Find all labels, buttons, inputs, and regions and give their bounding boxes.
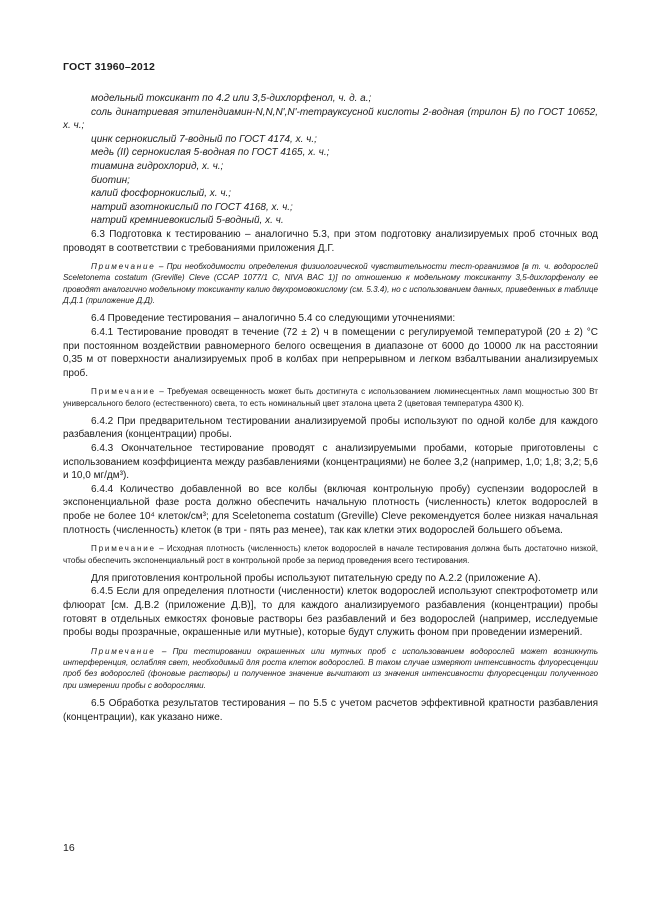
note-initial-density bbox=[63, 543, 598, 566]
section-6-4-1: 6.4.1 Тестирование проводят в течение (72 ± 2) ч в помещении с регулируемой температурой (20 ± 2) °С при постоянном воздействии равномерного белого освещения в диапазоне от 6000 до 10000 лк на расстоянии 0,35 м от поверхности анализируемых проб в колбах при непрерывном и легком взбалтывании анализируемых проб. bbox=[63, 326, 598, 379]
reagent-line: тиамина гидрохлорид, х. ч.; bbox=[91, 160, 224, 172]
section-6-5: 6.5 Обработка результатов тестирования – по 5.5 с учетом расчетов эффективной кратности разбавления (концентрации), как указано ниже. bbox=[63, 697, 598, 723]
section-6-4: 6.4 Проведение тестирования – аналогично 5.4 со следующими уточнениями: bbox=[91, 313, 456, 325]
document-body bbox=[63, 92, 598, 724]
note-label: Примечание bbox=[91, 544, 156, 554]
note-text: – При тестировании окрашенных или мутных проб с использованием водорослей может возникнуть интерференция, ослабляя свет, необходимый для роста клеток водорослей. В таком случае измеряют интенсивность флуоресценции проб без водорослей (фоновые растворы) и полученное значение вычитают из значения интенсивности флуоресценции полученного при измерении пробы с водорослями. bbox=[63, 646, 598, 690]
note-text: – При необходимости определения физиологической чувствительности тест-организмов [в т. ч. водорослей Sceletonema costatum (Greville) Cleve (CCAP 1077/1 C, NIVA BAC 1)] по отношению к модельному токсиканту 3,5-дихлорфенолу ее проводят аналогично модельному токсиканту калию двухромовокислому (см. 5.3.4), но с использованием данных, приведенных в таблице Д.Д.1 (приложение Д.Д). bbox=[63, 262, 598, 306]
note-label: Примечание bbox=[91, 262, 156, 272]
note-label: Примечание bbox=[91, 646, 156, 656]
reagent-line: соль динатриевая этилендиамин-N,N,N',N'-тетрауксусной кислоты 2-водная (трилон Б) по ГОСТ 10652, х. ч.; bbox=[63, 106, 598, 132]
section-6-4-2: 6.4.2 При предварительном тестировании анализируемой пробы используют по одной колбе для каждого разбавления (концентрации) пробы. bbox=[63, 415, 598, 441]
note-illumination bbox=[63, 386, 598, 409]
note-text: – Требуемая освещенность может быть достигнута с использованием люминесцентных ламп мощностью 300 Вт универсального белого (естественного) света, то есть номинальный цвет эталона цвета 2 (цветовая температура 4300 К). bbox=[63, 387, 598, 408]
reagent-line: модельный токсикант по 4.2 или 3,5-дихлорфенол, ч. д. а.; bbox=[91, 93, 372, 104]
note-text: – Исходная плотность (численность) клеток водорослей в начале тестирования должна быть достаточно низкой, чтобы обеспечить экспоненциальный рост в контрольной пробе за период проведения всего тестирования. bbox=[63, 544, 598, 565]
section-6-4-4-control: Для приготовления контрольной пробы используют питательную среду по А.2.2 (приложение А). bbox=[91, 572, 541, 584]
page-number: 16 bbox=[63, 842, 75, 854]
section-6-3: 6.3 Подготовка к тестированию – аналогично 5.3, при этом подготовку анализируемых проб сточных вод проводят в соответствии с требованиями приложения Д.Г. bbox=[63, 228, 598, 254]
document-code-header: ГОСТ 31960–2012 bbox=[63, 61, 156, 73]
section-6-4-3: 6.4.3 Окончательное тестирование проводят с анализируемыми пробами, которые приготовлены с использованием коэффициента между разбавлениями (концентрациями) не более 3,2 (например, 1,0; 1,8; 3,2; 5,6 и 10,0 мг/дм³). bbox=[63, 443, 598, 482]
note-label: Примечание bbox=[91, 387, 156, 397]
reagent-line: биотин; bbox=[91, 174, 130, 186]
note-physiological-sensitivity bbox=[63, 261, 598, 306]
section-6-4-5: 6.4.5 Если для определения плотности (численности) клеток водорослей используют спектрофотометр или флюорат [см. Д.В.2 (приложение Д.В)], то для каждого анализируемого разбавления (концентрации) пробы готовят в отдельных емкостях фоновые растворы без разбавлений и без водорослей (например, исследуемые пробы воды прозрачные, окрашенные или мутные), которые будут служить фоном при проведении измерений. bbox=[63, 586, 598, 639]
section-6-4-4: 6.4.4 Количество добавленной во все колбы (включая контрольную пробу) суспензии водорослей в экспоненциальной фазе роста должно обеспечить начальную плотность (численность) клеток водорослей в пробе не более 10⁴ клеток/см³; для Sceletonema costatum (Greville) Cleve рекомендуется более низкая начальная плотность (численность) клеток (в три - пять раз менее), так как клетки этих водорослей большего объема. bbox=[63, 483, 598, 536]
reagent-line: цинк сернокислый 7-водный по ГОСТ 4174, х. ч.; bbox=[91, 133, 317, 145]
reagent-line: калий фосфорнокислый, х. ч.; bbox=[91, 188, 232, 200]
reagent-line: натрий кремниевокислый 5-водный, х. ч. bbox=[91, 215, 284, 227]
reagent-line: натрий азотнокислый по ГОСТ 4168, х. ч.; bbox=[91, 201, 293, 213]
reagent-line: медь (II) сернокислая 5-водная по ГОСТ 4165, х. ч.; bbox=[91, 147, 330, 159]
note-interference bbox=[63, 646, 598, 691]
